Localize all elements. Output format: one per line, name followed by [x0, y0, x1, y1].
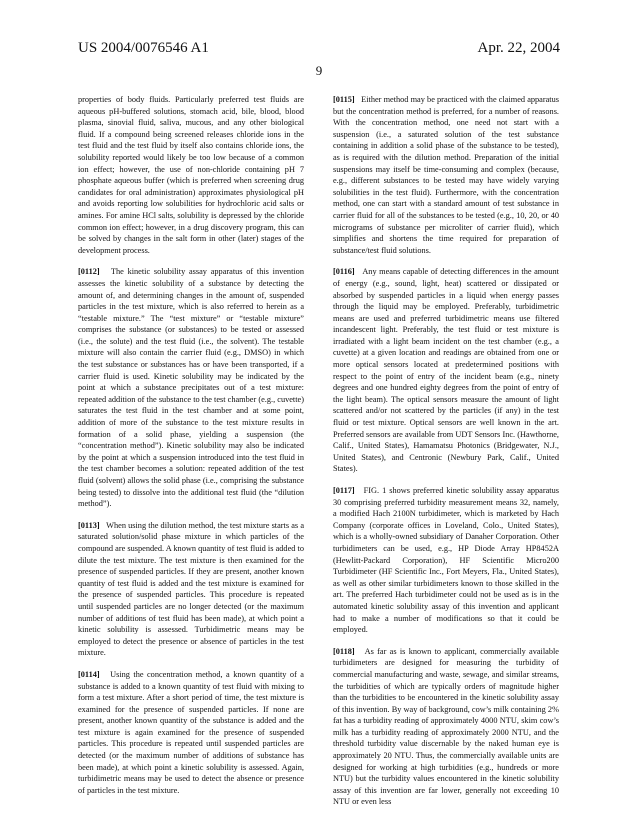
paragraph [78, 669, 304, 797]
paragraph-text: As far as is known to applicant, commercially available turbidimeters are designed for measuring the turbidity of commercial manufacturing and waste, sewage, and similar streams, the turbidities of which are typically orders of magnitude higher than the turbidities to be encountered in the kinetic solubility assay of this invention. By way of background, cow’s milk containing 2% fat has a turbidity reading of approximately 4000 NTU, skim cow’s milk has a turbidity reading of approximately 2000 NTU, and the threshold turbidity value discernable by the naked human eye is approximately 20 NTU. Thus, the commercially available units are designed for working at high turbidities (e.g., hundreds or more NTU) but the turbidity values encountered in the kinetic solubility assay of this invention are far lower, generally not exceeding 10 NTU or even less [333, 646, 559, 807]
paragraph [78, 94, 304, 256]
paragraph-text: The kinetic solubility assay apparatus of this invention assesses the kinetic solubility of a substance by detecting the amount of, and determining changes in the amount of, suspended particles in the test mixture, which is also referred to herein as a “testable mixture.” The “test mixture” or “testable mixture” comprises the substance (or substances) to be tested or assessed (i.e., the solute) and the test fluid (i.e., the solvent). The testable mixture will also contain the carrier fluid (e.g., DMSO) in which the test substance or substances has or have been transported, if a carrier fluid is used. Kinetic solubility may be indicated by the point at which a substance precipitates out of a test mixture: repeated addition of the substance to the test chamber (e.g., cuvette) saturates the test fluid in the test chamber and at some point, addition of more of the substance to the test mixture results in formation of a solid phase, yielding a suspension (the “concentration method”). Kinetic solubility may also be indicated by the point at which a suspension introduced into the test fluid in the test chamber becomes a solution: repeated addition of the test fluid (solvent) allows the solid phase (i.e., comprising the substance being tested) to dissolve into the additional test fluid (the “dilution method”). [78, 267, 304, 509]
paragraph [333, 646, 559, 808]
paragraph-text: Using the concentration method, a known quantity of a substance is added to a known quantity of test fluid with mixing to form a test mixture. After a short period of time, the test mixture is examined for the presence of suspended particles. If none are present, another known quantity of the substance is added and the test mixture is again examined for the presence of suspended particles. This procedure is repeated until suspended particles are detected (or the maximum number of additions of substance has been made), at which point a kinetic solubility is assessed. Again, turbidimetric means may be used to detect the absence or presence of particles in the test mixture. [78, 669, 304, 795]
paragraph-text: When using the dilution method, the test mixture starts as a saturated solution/solid phase mixture in which particles of the compound are suspended. A known quantity of test fluid is added to dilute the test mixture. The test mixture is then examined for the presence of suspended particles. If they are present, another known quantity of test fluid is added and the test mixture is examined for the presence of suspended particles. This procedure is repeated until suspended particles are no longer detected (or the maximum number of additions of test fluid has been made), at which point a kinetic solubility is assessed. Turbidimetric means may be employed to detect the presence or absence of particles in the test mixture. [78, 520, 305, 658]
paragraph-text: Any means capable of detecting differences in the amount of energy (e.g., sound, light, heat) scattered or dissipated or absorbed by suspended particles in a liquid when energy passes through the liquid may be employed. Preferably, turbidimetric means are used and preferred turbidimetric means use filtered incandescent light. Preferably, the test fluid or test mixture is irradiated with a light beam incident on the test chamber (e.g., a cuvette) at a given location and readings are obtained from one or more optical sensors located at predetermined positions with respect to the point of entry of the incident beam (e.g., ninety degrees and one hundred eighty degrees from the point of entry of the light beam). The optical sensors measure the amount of light scattered and/or not scattered by the particles (if any) in the test fluid or test mixture. Optical sensors are well known in the art. Preferred sensors are available from UDT Sensors Inc. (Hawthorne, Calif., United States), Hamamatsu Photonics (Bridgewater, N.J., United States), and Centronic (Newbury Park, Calif., United States). [333, 267, 559, 474]
paragraph-number: [0115] [333, 95, 355, 104]
paragraph [333, 485, 559, 636]
left-column [78, 94, 304, 806]
paragraph-text: properties of body fluids. Particularly preferred test fluids are aqueous pH-buffered solutions, stomach acid, bile, blood, blood plasma, sinovial fluid, saliva, mucous, and any other biological fluid. If a compound being screened releases chloride ions in the test fluid and the test fluid by itself also contains chloride ions, the solubility reported would likely be too low because of a common ion effect; however, the use of non-chloride containing pH 7 phosphate aqueous buffer (which is preferred when screening drug candidates for oral administration) approximates physiological pH and avoids reporting low solubilities for hydrochloric acid salts or amines. For amine HCl salts, solubility is depressed by the chloride common ion effect; however, in a drug discovery program, this can be solved by changes in the salt form in other (later) stages of the development process. [78, 95, 304, 255]
paragraph [78, 266, 304, 509]
page-number: 9 [315, 63, 323, 78]
publication-number: US 2004/0076546 A1 [78, 40, 209, 56]
paragraph-number: [0113] [78, 520, 100, 530]
right-column [333, 94, 559, 818]
paragraph-number: [0116] [333, 267, 355, 277]
paragraph-text: FIG. 1 shows preferred kinetic solubility assay apparatus 30 comprising preferred turbidity measurement means 32, namely, a modified Hach 2100N turbidimeter, which is marketed by Hach Company (corporate offices in Loveland, Colo., United States), which is a wholly-owned subsidiary of Danaher Corporation. Other turbidimeters can be used, e.g., HP Diode Array HP8452A (Hewlitt-Packard Corporation), HF Scientific Micro200 Turbidimeter (HF Scientific Inc., Fort Meyers, Fla., United States), as well as other similar turbidimeters known to those skilled in the art. The preferred Hach turbidimeter could not be used as is in the automated kinetic solubility assay of this invention and applicant had to make a number of modifications so that it could be employed. [333, 486, 559, 635]
paragraph [78, 520, 304, 659]
paragraph-number: [0118] [333, 646, 355, 656]
paragraph-number: [0117] [333, 486, 355, 495]
paragraph [333, 94, 559, 256]
paragraph-number: [0112] [78, 267, 100, 277]
paragraph-text: Either method may be practiced with the claimed apparatus but the concentration method is preferred, for a number of reasons. With the concentration method, one need not start with a suspension (i.e., a saturated solution of the test substance containing in addition a solid phase of the substance to be tested), as is required with the dilution method. Preparation of the initial suspensions may itself be time-consuming and complex (because, e.g., different substances to be tested may have widely varying solubilities in the test fluid). Furthermore, with the concentration method, one can start with a standard amount of test substance in carrier fluid for all of the substances to be tested (e.g., 10, 20, or 40 micrograms of substance per microliter of carrier fluid), which simplifies and shortens the time required for preparation of substance/test fluid solutions. [333, 95, 559, 255]
paragraph-number: [0114] [78, 669, 100, 679]
paragraph [333, 266, 559, 475]
publication-date: Apr. 22, 2004 [477, 40, 560, 56]
page-header [78, 40, 560, 60]
